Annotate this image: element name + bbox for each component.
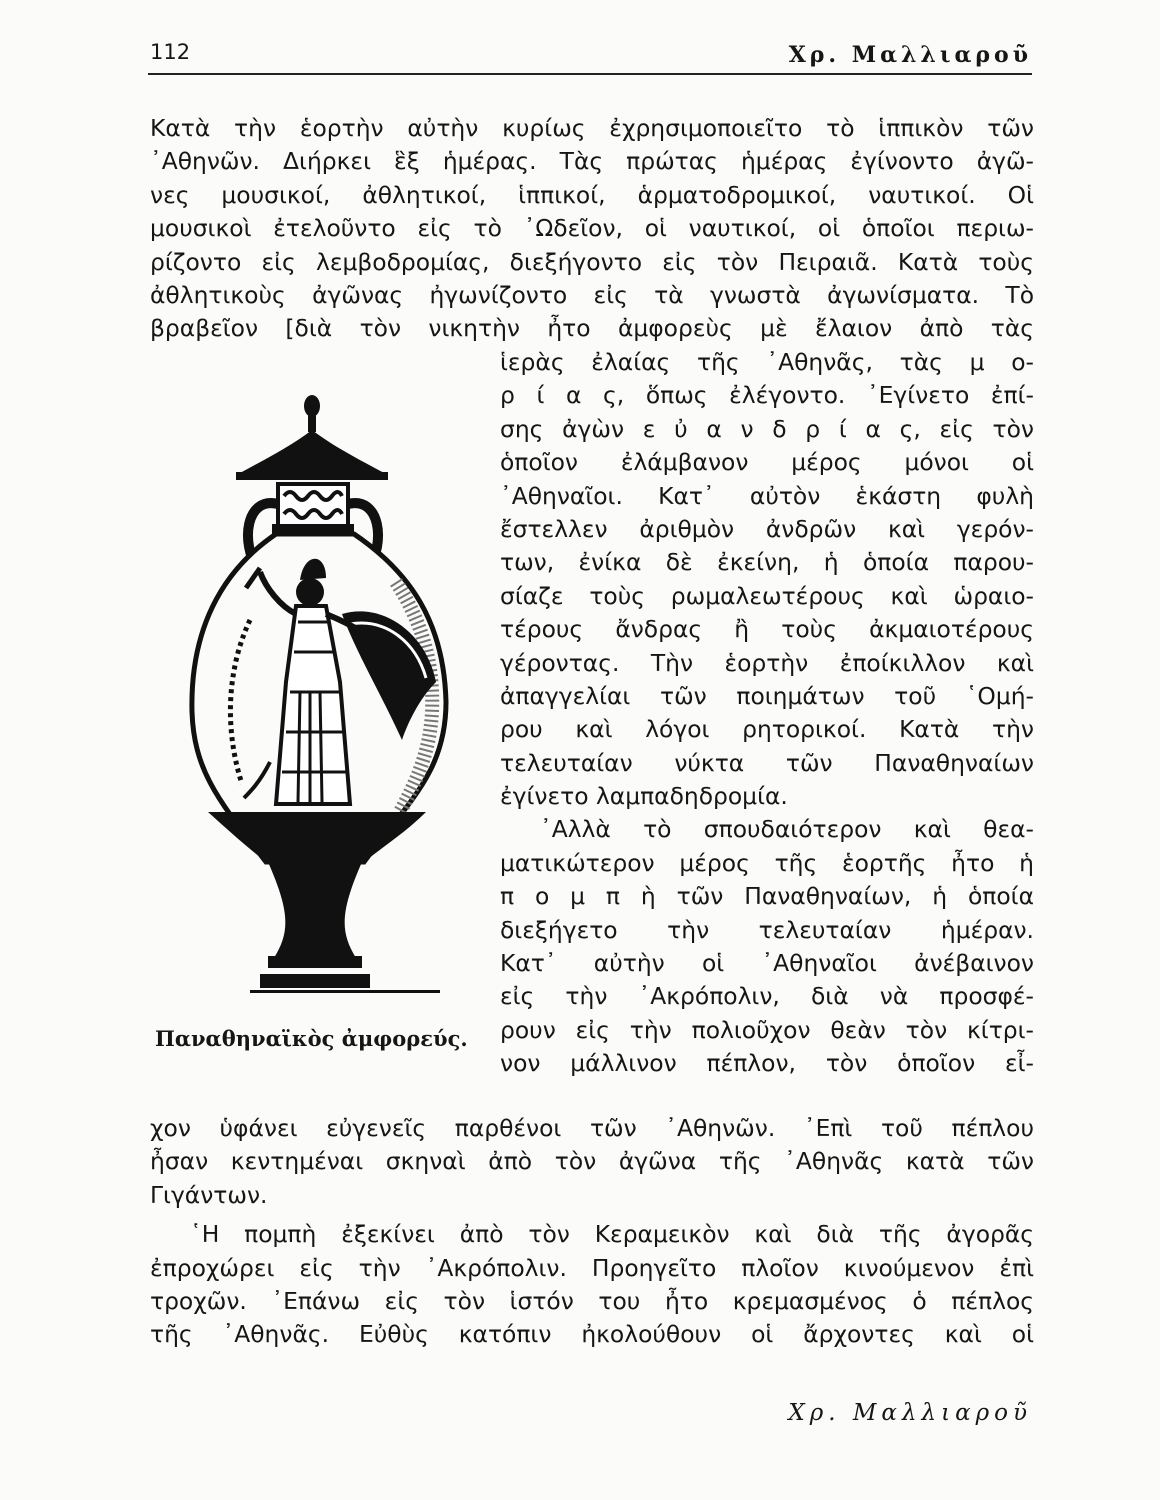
bottom-paragraph [150,1112,1034,1352]
text-line: ἀπαγγελίαι τῶν ποιημάτων τοῦ ῾Ομή- [500,681,1034,710]
text-line: διεξήγετο τὴν τελευταίαν ἡμέραν. [500,915,1034,944]
text-line: γέροντας. Τὴν ἑορτὴν ἐποίκιλλον καὶ [500,648,1034,677]
running-head: Χρ. Μαλλιαροῦ [788,42,1032,68]
text-line: ὁποῖον ἐλάμβανον μέρος μόνοι οἱ [500,448,1034,477]
text-line: π ο μ π ὴ τῶν Παναθηναίων, ἡ ὁποία [500,882,1034,911]
text-line: Κατὰ τὴν ἑορτὴν αὐτὴν κυρίως ἐχρησιμοποιεῖτο τὸ ἱππικὸν τῶν [150,114,1034,142]
text-line: Γιγάντων. [150,1180,268,1209]
footer-signature: Χρ. Μαλλιαροῦ [788,1400,1032,1426]
text-line: τροχῶν. ᾿Επάνω εἰς τὸν ἱστόν του ἦτο κρεμασμένος ὁ πέπλος [150,1286,1034,1315]
amphora-illustration [150,392,490,1012]
text-line: ᾿Αθηνῶν. Διήρκει ἓξ ἡμέρας. Τὰς πρώτας ἡμέρας ἐγίνοντο ἀγῶ- [150,147,1034,176]
text-line: τελευταίαν νύκτα τῶν Παναθηναίων [500,748,1034,777]
text-line: Κατ᾿ αὐτὴν οἱ ᾿Αθηναῖοι ἀνέβαινον [500,949,1034,978]
text-line: ἔστελλεν ἀριθμὸν ἀνδρῶν καὶ γερόν- [500,514,1034,543]
text-line: ἐπροχώρει εἰς τὴν ᾿Ακρόπολιν. Προηγεῖτο πλοῖον κινούμενον ἐπὶ [150,1253,1034,1282]
page-number: 112 [150,40,191,64]
text-line: ρ ί α ς, ὅπως ἐλέγοντο. ᾿Εγίνετο ἐπί- [500,381,1034,410]
top-paragraph [150,112,1034,346]
text-line: ματικώτερον μέρος τῆς ἑορτῆς ἦτο ἡ [500,848,1034,877]
text-line: ρου καὶ λόγοι ρητορικοί. Κατὰ τὴν [500,715,1034,744]
text-line: ρουν εἰς τὴν πολιοῦχον θεὰν τὸν κίτρι- [500,1015,1034,1044]
text-line: νες μουσικοί, ἀθλητικοί, ἱππικοί, ἁρματοδρομικοί, ναυτικοί. Οἱ [150,180,1034,209]
text-line: τῆς ᾿Αθηνᾶς. Εὐθὺς κατόπιν ἠκολούθουν οἱ ἄρχοντες καὶ οἱ [150,1320,1034,1349]
figure-caption: Παναθηναϊκὸς ἀμφορεύς. [155,1026,468,1051]
right-column [500,346,1034,1081]
text-line: ἐγίνετο λαμπαδηδρομία. [500,782,788,811]
text-line: των, ἐνίκα δὲ ἐκείνη, ἡ ὁποία παρου- [500,548,1034,577]
header-rule [148,73,1032,75]
text-line: χον ὑφάνει εὐγενεῖς παρθένοι τῶν ᾿Αθηνῶν. ᾿Επὶ τοῦ πέπλου [150,1114,1034,1142]
text-line: τέρους ἄνδρας ἢ τοὺς ἀκμαιοτέρους [500,615,1034,644]
text-line: ῾Η πομπὴ ἐξεκίνει ἀπὸ τὸν Κεραμεικὸν καὶ διὰ τῆς ἀγορᾶς [190,1220,1034,1249]
text-line: ρίζοντο εἰς λεμβοδρομίας, διεξήγοντο εἰς τὸν Πειραιᾶ. Κατὰ τοὺς [150,247,1034,276]
text-line: εἰς τὴν ᾿Ακρόπολιν, διὰ νὰ προσφέ- [500,982,1034,1011]
text-line: μουσικοὶ ἐτελοῦντο εἰς τὸ ᾿Ωδεῖον, οἱ ναυτικοί, οἱ ὁποῖοι περιω- [150,214,1034,243]
text-line: σης ἀγὼν ε ὐ α ν δ ρ ί α ς, εἰς τὸν [500,414,1034,443]
text-line: ἦσαν κεντημέναι σκηναὶ ἀπὸ τὸν ἀγῶνα τῆς ᾿Αθηνᾶς κατὰ τῶν [150,1147,1034,1176]
text-line: ᾿Αθηναῖοι. Κατ᾿ αὐτὸν ἑκάστη φυλὴ [500,481,1034,510]
text-line: ἀθλητικοὺς ἀγῶνας ἠγωνίζοντο εἰς τὰ γνωστὰ ἀγωνίσματα. Τὸ [150,280,1034,309]
text-line: ᾿Αλλὰ τὸ σπουδαιότερον καὶ θεα- [540,815,1034,844]
text-line: νον μάλλινον πέπλον, τὸν ὁποῖον εἶ- [500,1049,1034,1078]
text-line: ἱερὰς ἐλαίας τῆς ᾿Αθηνᾶς, τὰς μ ο- [500,348,1034,376]
text-line: σίαζε τοὺς ρωμαλεωτέρους καὶ ὡραιο- [500,581,1034,610]
text-line: βραβεῖον [διὰ τὸν νικητὴν ἦτο ἀμφορεὺς μὲ ἔλαιον ἀπὸ τὰς [150,314,1034,343]
